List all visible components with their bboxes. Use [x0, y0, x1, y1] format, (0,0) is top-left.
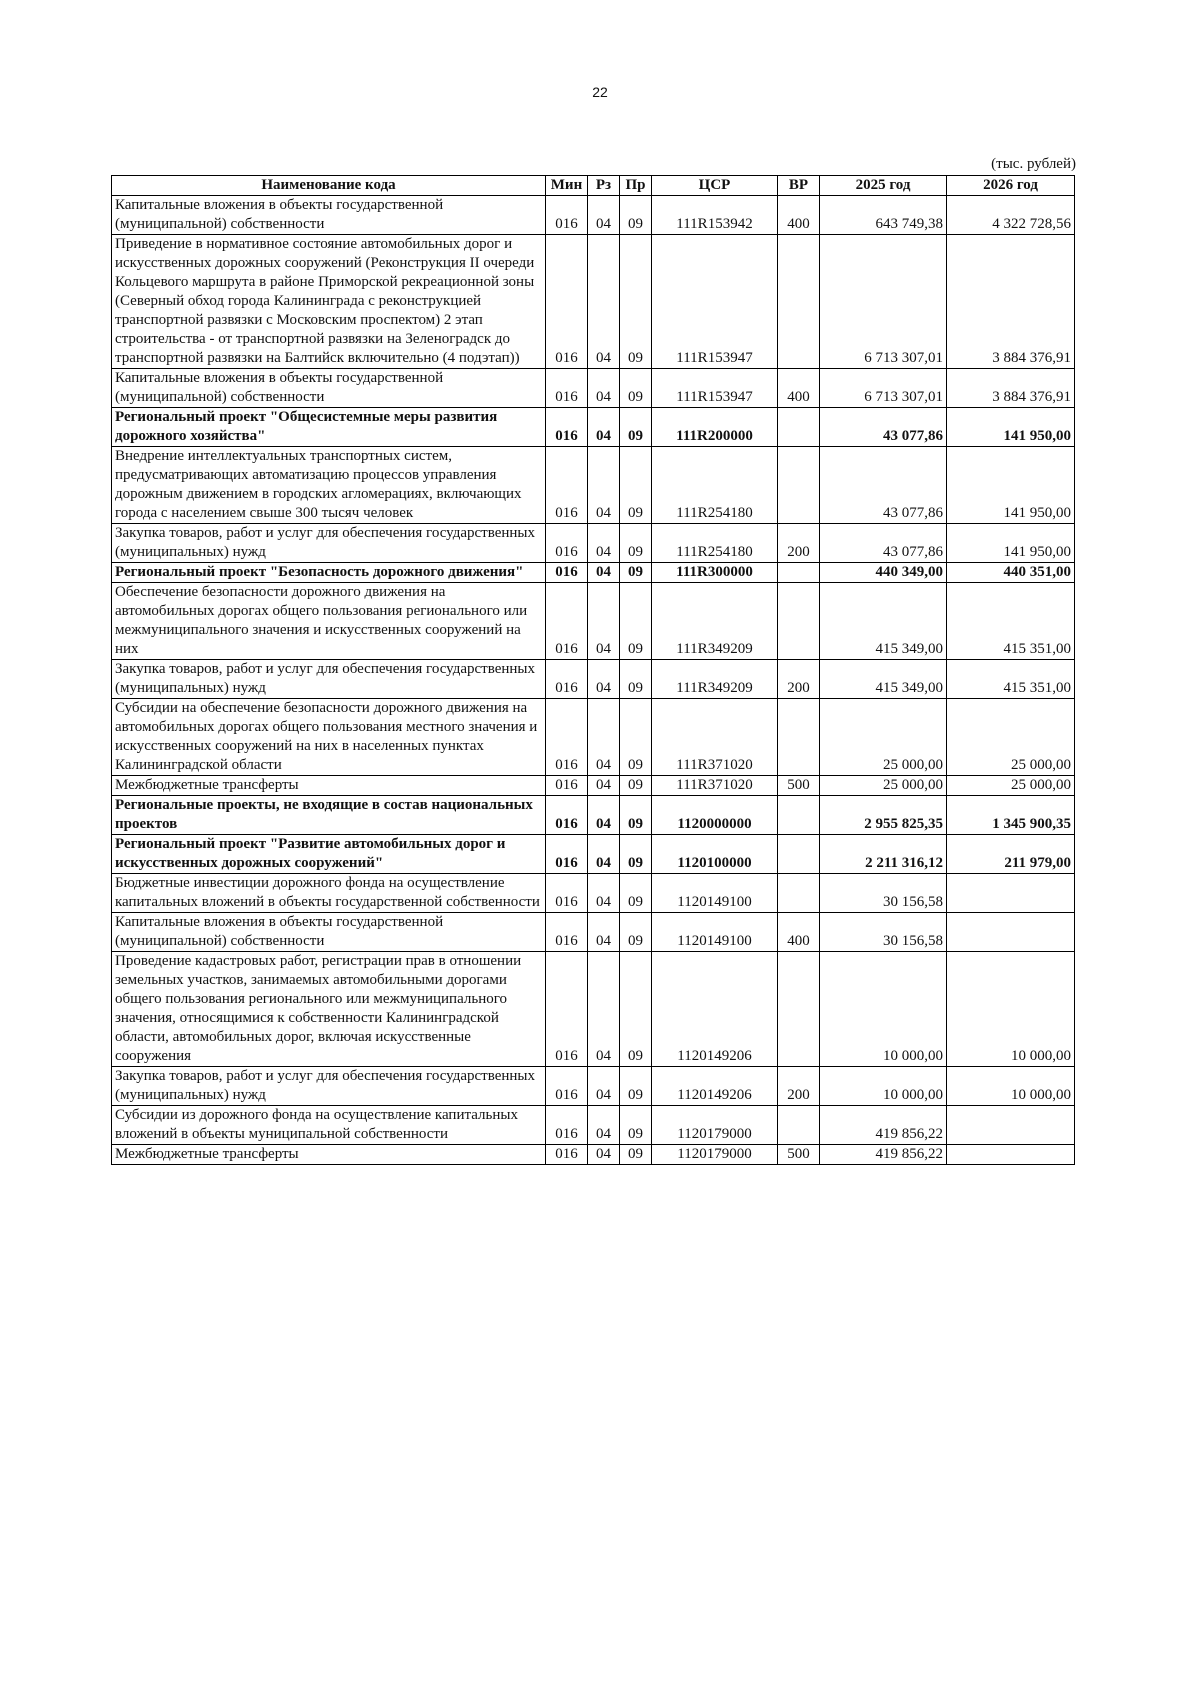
cell-2025: 30 156,58 — [820, 874, 947, 913]
cell-min: 016 — [546, 235, 588, 369]
cell-pr: 09 — [620, 235, 652, 369]
cell-csr: 111R200000 — [652, 408, 778, 447]
header-2025: 2025 год — [820, 176, 947, 196]
cell-min: 016 — [546, 1067, 588, 1106]
cell-2025: 6 713 307,01 — [820, 235, 947, 369]
cell-vr — [778, 796, 820, 835]
cell-min: 016 — [546, 1106, 588, 1145]
header-name: Наименование кода — [112, 176, 546, 196]
cell-vr — [778, 583, 820, 660]
cell-2026: 4 322 728,56 — [947, 196, 1075, 235]
cell-csr: 111R300000 — [652, 563, 778, 583]
cell-name: Приведение в нормативное состояние автомобильных дорог и искусственных дорожных сооружений (Реконструкция II очереди Кольцевого маршрута в районе Приморской рекреационной зоны (Северный обход города Калининграда с реконструкцией транспортной развязки с Московским проспектом) 2 этап строительства - от транспортной развязки на Зеленоградск до транспортной развязки на Балтийск включительно (4 подэтап)) — [112, 235, 546, 369]
cell-name: Межбюджетные трансферты — [112, 776, 546, 796]
header-csr: ЦСР — [652, 176, 778, 196]
cell-rz: 04 — [588, 874, 620, 913]
cell-2025: 415 349,00 — [820, 583, 947, 660]
cell-rz: 04 — [588, 835, 620, 874]
page-number: 22 — [592, 84, 608, 100]
cell-name: Субсидии на обеспечение безопасности дорожного движения на автомобильных дорогах общего пользования местного значения и искусственных сооружений на них в населенных пунктах Калининградской области — [112, 699, 546, 776]
cell-pr: 09 — [620, 563, 652, 583]
cell-pr: 09 — [620, 952, 652, 1067]
table-header-row — [112, 176, 1075, 196]
table-row — [112, 835, 1075, 874]
table-row — [112, 1145, 1075, 1165]
cell-pr: 09 — [620, 583, 652, 660]
cell-vr — [778, 1106, 820, 1145]
cell-rz: 04 — [588, 583, 620, 660]
cell-2025: 2 955 825,35 — [820, 796, 947, 835]
cell-csr: 1120149206 — [652, 1067, 778, 1106]
table-row — [112, 235, 1075, 369]
cell-pr: 09 — [620, 796, 652, 835]
cell-2026 — [947, 1106, 1075, 1145]
cell-min: 016 — [546, 583, 588, 660]
cell-name: Капитальные вложения в объекты государственной (муниципальной) собственности — [112, 196, 546, 235]
cell-csr: 1120000000 — [652, 796, 778, 835]
cell-2025: 43 077,86 — [820, 447, 947, 524]
cell-2026: 1 345 900,35 — [947, 796, 1075, 835]
cell-2026: 10 000,00 — [947, 952, 1075, 1067]
table-body — [112, 196, 1075, 1165]
cell-2025: 10 000,00 — [820, 1067, 947, 1106]
cell-pr: 09 — [620, 699, 652, 776]
cell-2025: 30 156,58 — [820, 913, 947, 952]
cell-pr: 09 — [620, 1067, 652, 1106]
cell-2025: 440 349,00 — [820, 563, 947, 583]
cell-name: Региональные проекты, не входящие в состав национальных проектов — [112, 796, 546, 835]
cell-min: 016 — [546, 874, 588, 913]
cell-vr — [778, 447, 820, 524]
header-vr: ВР — [778, 176, 820, 196]
cell-2026: 141 950,00 — [947, 408, 1075, 447]
cell-min: 016 — [546, 796, 588, 835]
cell-vr: 200 — [778, 660, 820, 699]
cell-csr: 1120179000 — [652, 1106, 778, 1145]
cell-name: Региональный проект "Безопасность дорожного движения" — [112, 563, 546, 583]
cell-csr: 111R153942 — [652, 196, 778, 235]
cell-rz: 04 — [588, 524, 620, 563]
cell-2025: 419 856,22 — [820, 1145, 947, 1165]
table-row — [112, 796, 1075, 835]
table-row — [112, 1067, 1075, 1106]
cell-2026: 415 351,00 — [947, 583, 1075, 660]
cell-2025: 2 211 316,12 — [820, 835, 947, 874]
cell-vr — [778, 835, 820, 874]
cell-name: Проведение кадастровых работ, регистрации прав в отношении земельных участков, занимаемых автомобильными дорогами общего пользования регионального или межмуниципального значения, относящимися к собственности Калининградской области, автомобильных дорог, включая искусственные сооружения — [112, 952, 546, 1067]
cell-pr: 09 — [620, 874, 652, 913]
table-row — [112, 776, 1075, 796]
cell-rz: 04 — [588, 1067, 620, 1106]
cell-rz: 04 — [588, 408, 620, 447]
cell-pr: 09 — [620, 196, 652, 235]
cell-rz: 04 — [588, 1106, 620, 1145]
cell-rz: 04 — [588, 447, 620, 524]
cell-2025: 419 856,22 — [820, 1106, 947, 1145]
cell-2025: 43 077,86 — [820, 408, 947, 447]
cell-csr: 111R371020 — [652, 699, 778, 776]
cell-csr: 111R153947 — [652, 369, 778, 408]
cell-pr: 09 — [620, 524, 652, 563]
cell-csr: 1120149100 — [652, 913, 778, 952]
cell-rz: 04 — [588, 699, 620, 776]
cell-vr — [778, 874, 820, 913]
cell-2026: 415 351,00 — [947, 660, 1075, 699]
budget-table — [111, 175, 1075, 1165]
cell-vr — [778, 408, 820, 447]
cell-min: 016 — [546, 563, 588, 583]
cell-csr: 111R349209 — [652, 660, 778, 699]
table-row — [112, 660, 1075, 699]
table-row — [112, 1106, 1075, 1145]
cell-rz: 04 — [588, 563, 620, 583]
cell-csr: 111R254180 — [652, 447, 778, 524]
cell-csr: 111R254180 — [652, 524, 778, 563]
cell-2025: 43 077,86 — [820, 524, 947, 563]
cell-csr: 111R153947 — [652, 235, 778, 369]
cell-rz: 04 — [588, 913, 620, 952]
cell-min: 016 — [546, 699, 588, 776]
cell-min: 016 — [546, 776, 588, 796]
cell-2025: 415 349,00 — [820, 660, 947, 699]
units-label: (тыс. рублей) — [991, 156, 1076, 172]
cell-min: 016 — [546, 524, 588, 563]
table-row — [112, 447, 1075, 524]
cell-rz: 04 — [588, 235, 620, 369]
cell-2026: 141 950,00 — [947, 524, 1075, 563]
cell-csr: 1120100000 — [652, 835, 778, 874]
cell-name: Закупка товаров, работ и услуг для обеспечения государственных (муниципальных) нужд — [112, 660, 546, 699]
header-rz: Рз — [588, 176, 620, 196]
cell-pr: 09 — [620, 913, 652, 952]
cell-name: Бюджетные инвестиции дорожного фонда на осуществление капитальных вложений в объекты государственной собственности — [112, 874, 546, 913]
cell-csr: 1120149100 — [652, 874, 778, 913]
cell-min: 016 — [546, 408, 588, 447]
cell-2026: 10 000,00 — [947, 1067, 1075, 1106]
cell-name: Субсидии из дорожного фонда на осуществление капитальных вложений в объекты муниципальной собственности — [112, 1106, 546, 1145]
cell-name: Закупка товаров, работ и услуг для обеспечения государственных (муниципальных) нужд — [112, 524, 546, 563]
table-row — [112, 874, 1075, 913]
cell-name: Региональный проект "Общесистемные меры развития дорожного хозяйства" — [112, 408, 546, 447]
cell-pr: 09 — [620, 369, 652, 408]
cell-2025: 6 713 307,01 — [820, 369, 947, 408]
cell-csr: 111R371020 — [652, 776, 778, 796]
cell-2026: 25 000,00 — [947, 776, 1075, 796]
cell-min: 016 — [546, 835, 588, 874]
table-row — [112, 583, 1075, 660]
table-row — [112, 524, 1075, 563]
cell-vr: 200 — [778, 524, 820, 563]
cell-2025: 10 000,00 — [820, 952, 947, 1067]
cell-2026: 3 884 376,91 — [947, 369, 1075, 408]
cell-min: 016 — [546, 447, 588, 524]
cell-rz: 04 — [588, 776, 620, 796]
cell-rz: 04 — [588, 660, 620, 699]
cell-vr — [778, 952, 820, 1067]
cell-name: Закупка товаров, работ и услуг для обеспечения государственных (муниципальных) нужд — [112, 1067, 546, 1106]
cell-min: 016 — [546, 369, 588, 408]
cell-name: Региональный проект "Развитие автомобильных дорог и искусственных дорожных сооружений" — [112, 835, 546, 874]
cell-vr — [778, 699, 820, 776]
cell-2026 — [947, 874, 1075, 913]
cell-2025: 643 749,38 — [820, 196, 947, 235]
cell-csr: 1120149206 — [652, 952, 778, 1067]
cell-2026 — [947, 913, 1075, 952]
cell-pr: 09 — [620, 408, 652, 447]
cell-name: Обеспечение безопасности дорожного движения на автомобильных дорогах общего пользования регионального или межмуниципального значения и искусственных сооружений на них — [112, 583, 546, 660]
cell-2026: 3 884 376,91 — [947, 235, 1075, 369]
cell-vr: 500 — [778, 1145, 820, 1165]
cell-2026: 25 000,00 — [947, 699, 1075, 776]
cell-pr: 09 — [620, 776, 652, 796]
cell-rz: 04 — [588, 196, 620, 235]
cell-rz: 04 — [588, 1145, 620, 1165]
cell-vr: 400 — [778, 196, 820, 235]
cell-pr: 09 — [620, 447, 652, 524]
cell-name: Межбюджетные трансферты — [112, 1145, 546, 1165]
cell-2026 — [947, 1145, 1075, 1165]
table-row — [112, 913, 1075, 952]
cell-name: Внедрение интеллектуальных транспортных систем, предусматривающих автоматизацию процессов управления дорожным движением в городских агломерациях, включающих города с населением свыше 300 тысяч человек — [112, 447, 546, 524]
cell-pr: 09 — [620, 660, 652, 699]
cell-2025: 25 000,00 — [820, 776, 947, 796]
table-row — [112, 369, 1075, 408]
header-2026: 2026 год — [947, 176, 1075, 196]
cell-pr: 09 — [620, 1145, 652, 1165]
cell-vr: 400 — [778, 913, 820, 952]
cell-name: Капитальные вложения в объекты государственной (муниципальной) собственности — [112, 369, 546, 408]
cell-vr: 400 — [778, 369, 820, 408]
cell-pr: 09 — [620, 1106, 652, 1145]
cell-min: 016 — [546, 660, 588, 699]
cell-min: 016 — [546, 1145, 588, 1165]
cell-vr: 500 — [778, 776, 820, 796]
table-row — [112, 563, 1075, 583]
table-row — [112, 196, 1075, 235]
cell-2026: 440 351,00 — [947, 563, 1075, 583]
table-row — [112, 408, 1075, 447]
cell-2026: 211 979,00 — [947, 835, 1075, 874]
cell-min: 016 — [546, 952, 588, 1067]
cell-rz: 04 — [588, 796, 620, 835]
cell-rz: 04 — [588, 369, 620, 408]
cell-min: 016 — [546, 196, 588, 235]
cell-vr: 200 — [778, 1067, 820, 1106]
header-pr: Пр — [620, 176, 652, 196]
table-row — [112, 952, 1075, 1067]
cell-name: Капитальные вложения в объекты государственной (муниципальной) собственности — [112, 913, 546, 952]
cell-pr: 09 — [620, 835, 652, 874]
cell-vr — [778, 563, 820, 583]
cell-csr: 1120179000 — [652, 1145, 778, 1165]
table-row — [112, 699, 1075, 776]
cell-2026: 141 950,00 — [947, 447, 1075, 524]
cell-2025: 25 000,00 — [820, 699, 947, 776]
header-min: Мин — [546, 176, 588, 196]
cell-csr: 111R349209 — [652, 583, 778, 660]
cell-min: 016 — [546, 913, 588, 952]
cell-rz: 04 — [588, 952, 620, 1067]
cell-vr — [778, 235, 820, 369]
